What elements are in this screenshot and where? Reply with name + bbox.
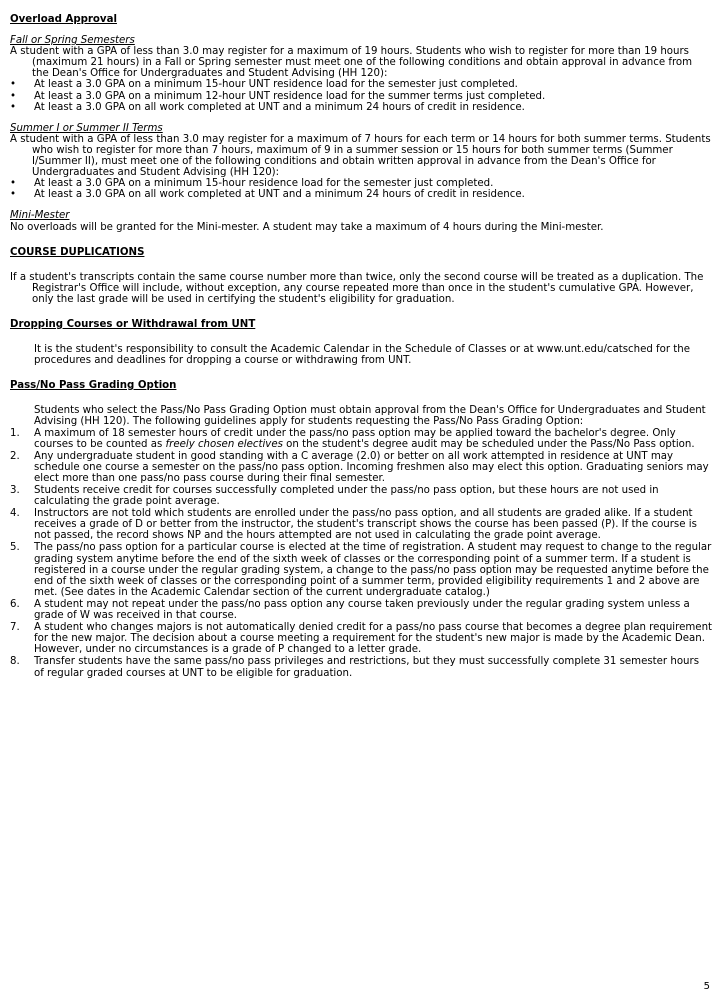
list-item: • At least a 3.0 GPA on a minimum 15-hour UNT residence load for the semester just completed. bbox=[10, 79, 712, 90]
list-item: • At least a 3.0 GPA on a minimum 12-hour UNT residence load for the summer terms just completed. bbox=[10, 91, 712, 102]
passno-guidelines bbox=[10, 428, 712, 679]
dropping-text: It is the student's responsibility to consult the Academic Calendar in the Schedule of Classes or at www.unt.edu/catsched for the procedures and deadlines for dropping a course or withdrawing from UNT. bbox=[34, 344, 691, 367]
document-page bbox=[10, 14, 712, 680]
item-text: Students receive credit for courses successfully completed under the pass/no pass option, but these hours are not used in calculating the grade point average. bbox=[34, 485, 659, 508]
minimester-subtitle: Mini-Mester bbox=[10, 210, 70, 222]
item-text: Transfer students have the same pass/no pass privileges and restrictions, but they must successfully complete 31 semester hours of regular graded courses at UNT to be eligible for graduation. bbox=[34, 656, 700, 679]
item-text: A student may not repeat under the pass/no pass option any course taken previously under the regular grading system unless a grade of W was received in that course. bbox=[34, 598, 690, 622]
fall-spring-subtitle: Fall or Spring Semesters bbox=[10, 35, 135, 47]
list-item: 1. A maximum of 18 semester hours of credit under the pass/no pass option may be applied toward the bachelor's degree. Only courses to be counted as freely chosen electives on the student's degree audit may be scheduled under the Pass/No Pass option. bbox=[10, 427, 695, 450]
passno-intro: Students who select the Pass/No Pass Grading Option must obtain approval from the Dean's Office for Undergraduates and Student Advising (HH 120). The following guidelines apply for students requesting the Pass/No Pass Grading Option: bbox=[34, 405, 706, 428]
page-number: 5 bbox=[703, 981, 710, 992]
dropping-title: Dropping Courses or Withdrawal from UNT bbox=[10, 318, 256, 330]
list-item: 7. A student who changes majors is not automatically denied credit for a pass/no pass course that becomes a degree plan requirement for the new major. The decision about a course meeting a requirement for the student's new major is made by the Academic Dean. However, under no circumstances is a grade of P changed to a letter grade. bbox=[10, 622, 713, 656]
overload-title: Overload Approval bbox=[10, 14, 117, 25]
list-item: 6. A student may not repeat under the pass/no pass option any course taken previously under the regular grading system unless a grade of W was received in that course. bbox=[10, 598, 690, 622]
duplications-title: COURSE DUPLICATIONS bbox=[10, 246, 145, 258]
item1-pre: A maximum of 18 semester hours of credit under the pass/no pass option may be applied toward the bachelor's degree. Only courses to be counted as bbox=[34, 427, 676, 450]
list-item: • At least a 3.0 GPA on all work completed at UNT and a minimum 24 hours of credit in residence. bbox=[10, 189, 712, 200]
fall-spring-intro: A student with a GPA of less than 3.0 may register for a maximum of 19 hours. Students who wish to register for more than 19 hours (maximum 21 hours) in a Fall or Spring semester must meet one of the following conditions and obtain approval in advance from the Dean's Office for Undergraduates and Student Advising (HH 120): bbox=[10, 46, 693, 80]
list-item: 3. Students receive credit for courses successfully completed under the pass/no pass option, but these hours are not used in calculating the grade point average. bbox=[10, 485, 659, 508]
list-item: 5. The pass/no pass option for a particular course is elected at the time of registration. A student may request to change to the regular grading system anytime before the end of the sixth week of classes or the corresponding point of a summer term. If a student is registered in a course under the regular grading system, a change to the pass/no pass option may be requested anytime before the end of the sixth week of classes or the corresponding point of a summer term, provided eligibility requirements 1 and 2 above are met. (See dates in the Academic Calendar section of the current undergraduate catalog.) bbox=[10, 542, 712, 598]
list-item: 4. Instructors are not told which students are enrolled under the pass/no pass option, and all students are graded alike. If a student receives a grade of D or better from the instructor, the student's transcript shows the course has been passed (P). If the course is not passed, the record shows NP and the hours attempted are not used in calculating the grade point average. bbox=[10, 508, 697, 542]
list-item: • At least a 3.0 GPA on a minimum 15-hour residence load for the semester just completed. bbox=[10, 178, 712, 189]
list-item: 2. Any undergraduate student in good standing with a C average (2.0) or better on all work attempted in residence at UNT may schedule one course a semester on the pass/no pass option. Incoming freshmen also may elect this option. Graduating seniors may elect more than one pass/no pass course during their final semester. bbox=[10, 450, 709, 484]
item-text: The pass/no pass option for a particular course is elected at the time of registration. A student may request to change to the regular grading system anytime before the end of the sixth week of classes or the corresponding point of a summer term. If a student is registered in a course under the regular grading system, a change to the pass/no pass option may be requested anytime before the end of the sixth week of classes or the corresponding point of a summer term, provided eligibility requirements 1 and 2 above are met. (See dates in the Academic Calendar section of the current undergraduate catalog.) bbox=[34, 542, 712, 598]
list-item: • At least a 3.0 GPA on all work completed at UNT and a minimum 24 hours of credit in residence. bbox=[10, 102, 712, 113]
item1-emphasis: freely chosen electives bbox=[165, 438, 283, 450]
minimester-text: No overloads will be granted for the Mini-mester. A student may take a maximum of 4 hours during the Mini-mester. bbox=[10, 221, 604, 233]
item-text: Any undergraduate student in good standing with a C average (2.0) or better on all work attempted in residence at UNT may schedule one course a semester on the pass/no pass option. Incoming freshmen also may elect this option. Graduating seniors may elect more than one pass/no pass course during their final semester. bbox=[34, 450, 709, 484]
item-text: Instructors are not told which students are enrolled under the pass/no pass option, and all students are graded alike. If a student receives a grade of D or better from the instructor, the student's transcript shows the course has been passed (P). If the course is not passed, the record shows NP and the hours attempted are not used in calculating the grade point average. bbox=[34, 508, 697, 542]
duplications-text: If a student's transcripts contain the same course number more than twice, only the second course will be treated as a duplication. The Registrar's Office will include, without exception, any course repeated more than once in the student's cumulative GPA. However, only the last grade will be used in certifying the student's eligibility for graduation. bbox=[10, 271, 704, 305]
summer-subtitle: Summer I or Summer II Terms bbox=[10, 122, 163, 134]
summer-bullets bbox=[10, 178, 712, 200]
summer-intro: A student with a GPA of less than 3.0 may register for a maximum of 7 hours for each term or 14 hours for both summer terms. Students who wish to register for more than 7 hours, maximum of 9 in a summer session or 15 hours for both summer terms (Summer I/Summer II), must meet one of the following conditions and obtain written approval in advance from the Dean's Office for Undergraduates and Student Advising (HH 120): bbox=[10, 133, 711, 179]
passno-title: Pass/No Pass Grading Option bbox=[10, 380, 177, 392]
fall-spring-bullets bbox=[10, 79, 712, 112]
item1-post: on the student's degree audit may be scheduled under the Pass/No Pass option. bbox=[282, 438, 695, 450]
list-item: 8. Transfer students have the same pass/no pass privileges and restrictions, but they must successfully complete 31 semester hours of regular graded courses at UNT to be eligible for graduation. bbox=[10, 656, 700, 679]
item-text: A student who changes majors is not automatically denied credit for a pass/no pass course that becomes a degree plan requirement for the new major. The decision about a course meeting a requirement for the student's new major is made by the Academic Dean. However, under no circumstances is a grade of P changed to a letter grade. bbox=[34, 622, 713, 656]
